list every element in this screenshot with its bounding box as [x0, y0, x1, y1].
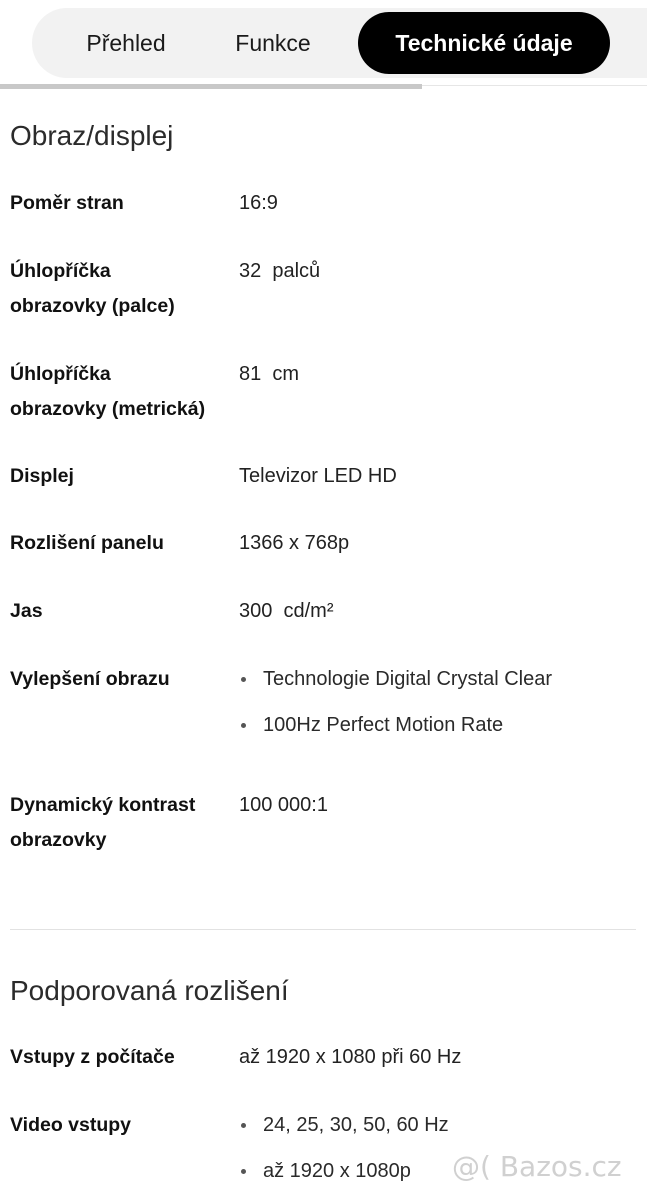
watermark	[452, 1150, 622, 1183]
tab-bar	[32, 8, 647, 78]
spec-value: 1366 x 768p	[239, 532, 350, 554]
spec-label: Video vstupy	[10, 1114, 132, 1136]
list-item	[239, 1154, 449, 1200]
list-item-text: až 1920 x 1080p	[263, 1160, 411, 1182]
list-item	[239, 708, 552, 754]
spec-bullet-list	[239, 1108, 449, 1200]
spec-value: 81 cm	[239, 363, 300, 385]
spec-label: Displej	[10, 465, 74, 487]
spec-label: Jas	[10, 600, 43, 622]
bullet-icon	[241, 1169, 246, 1174]
list-item-text: 24, 25, 30, 50, 60 Hz	[263, 1114, 449, 1136]
bullet-icon	[241, 677, 246, 682]
tab-specs[interactable]: Technické údaje	[358, 12, 610, 74]
list-item-text: 100Hz Perfect Motion Rate	[263, 714, 504, 736]
spec-value: až 1920 x 1080 při 60 Hz	[239, 1046, 462, 1068]
list-item	[239, 1108, 449, 1154]
section-divider	[10, 929, 636, 930]
spec-value: 16:9	[239, 192, 278, 214]
spec-label: Vstupy z počítače	[10, 1046, 175, 1068]
list-item-text: Technologie Digital Crystal Clear	[263, 668, 553, 690]
spec-label: Rozlišení panelu	[10, 532, 164, 554]
spec-bullet-list	[239, 662, 552, 754]
spec-value: 300 cd/m²	[239, 600, 334, 622]
spec-label-line: obrazovky (palce)	[10, 295, 175, 317]
spec-label-line: obrazovky	[10, 829, 107, 851]
tab-features[interactable]: Funkce	[235, 30, 311, 56]
section-title-resolutions: Podporovaná rozlišení	[10, 975, 289, 1006]
tab-scroll-thumb[interactable]	[0, 84, 422, 89]
spec-label-line: obrazovky (metrická)	[10, 398, 206, 420]
list-item	[239, 662, 552, 708]
bullet-icon	[241, 723, 246, 728]
spec-value: 100 000:1	[239, 794, 328, 816]
spec-value: Televizor LED HD	[239, 465, 397, 487]
spec-label-line: Úhlopříčka	[10, 363, 111, 385]
tab-overview[interactable]: Přehled	[86, 30, 166, 56]
spec-label	[10, 254, 225, 324]
watermark-text: Bazos.cz	[499, 1150, 622, 1183]
spec-label: Vylepšení obrazu	[10, 668, 170, 690]
spec-label	[10, 788, 225, 858]
spec-label-line: Dynamický kontrast	[10, 794, 196, 816]
spec-value: 32 palců	[239, 260, 321, 282]
spec-label-line: Úhlopříčka	[10, 260, 111, 282]
spec-label: Poměr stran	[10, 192, 124, 214]
watermark-logo-icon: @(	[452, 1150, 491, 1183]
spec-label	[10, 357, 225, 427]
section-title-display: Obraz/displej	[10, 120, 174, 151]
bullet-icon	[241, 1123, 246, 1128]
